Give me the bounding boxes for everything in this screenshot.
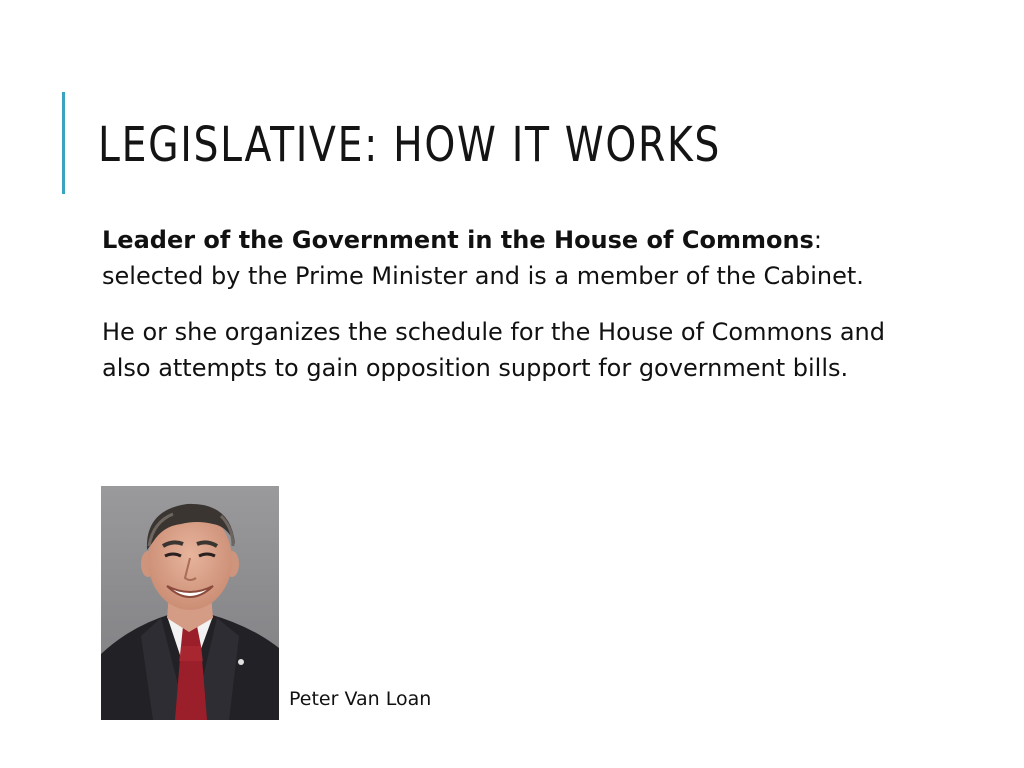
- photo-caption: Peter Van Loan: [289, 688, 432, 710]
- paragraph-leader-text: selected by the Prime Minister and is a member of the Cabinet.: [102, 262, 864, 290]
- slide-body: [102, 222, 922, 406]
- term-separator: :: [813, 226, 822, 254]
- title-accent-bar: [62, 92, 65, 194]
- paragraph-leader-definition: [102, 222, 882, 294]
- portrait-photo: [101, 486, 279, 720]
- paragraph-leader-duties: He or she organizes the schedule for the House of Commons and also attempts to gain opposition support for government bills.: [102, 318, 885, 382]
- term-leader-of-government: Leader of the Government in the House of Commons: [102, 226, 814, 254]
- slide-title: LEGISLATIVE: HOW IT WORKS: [98, 117, 722, 173]
